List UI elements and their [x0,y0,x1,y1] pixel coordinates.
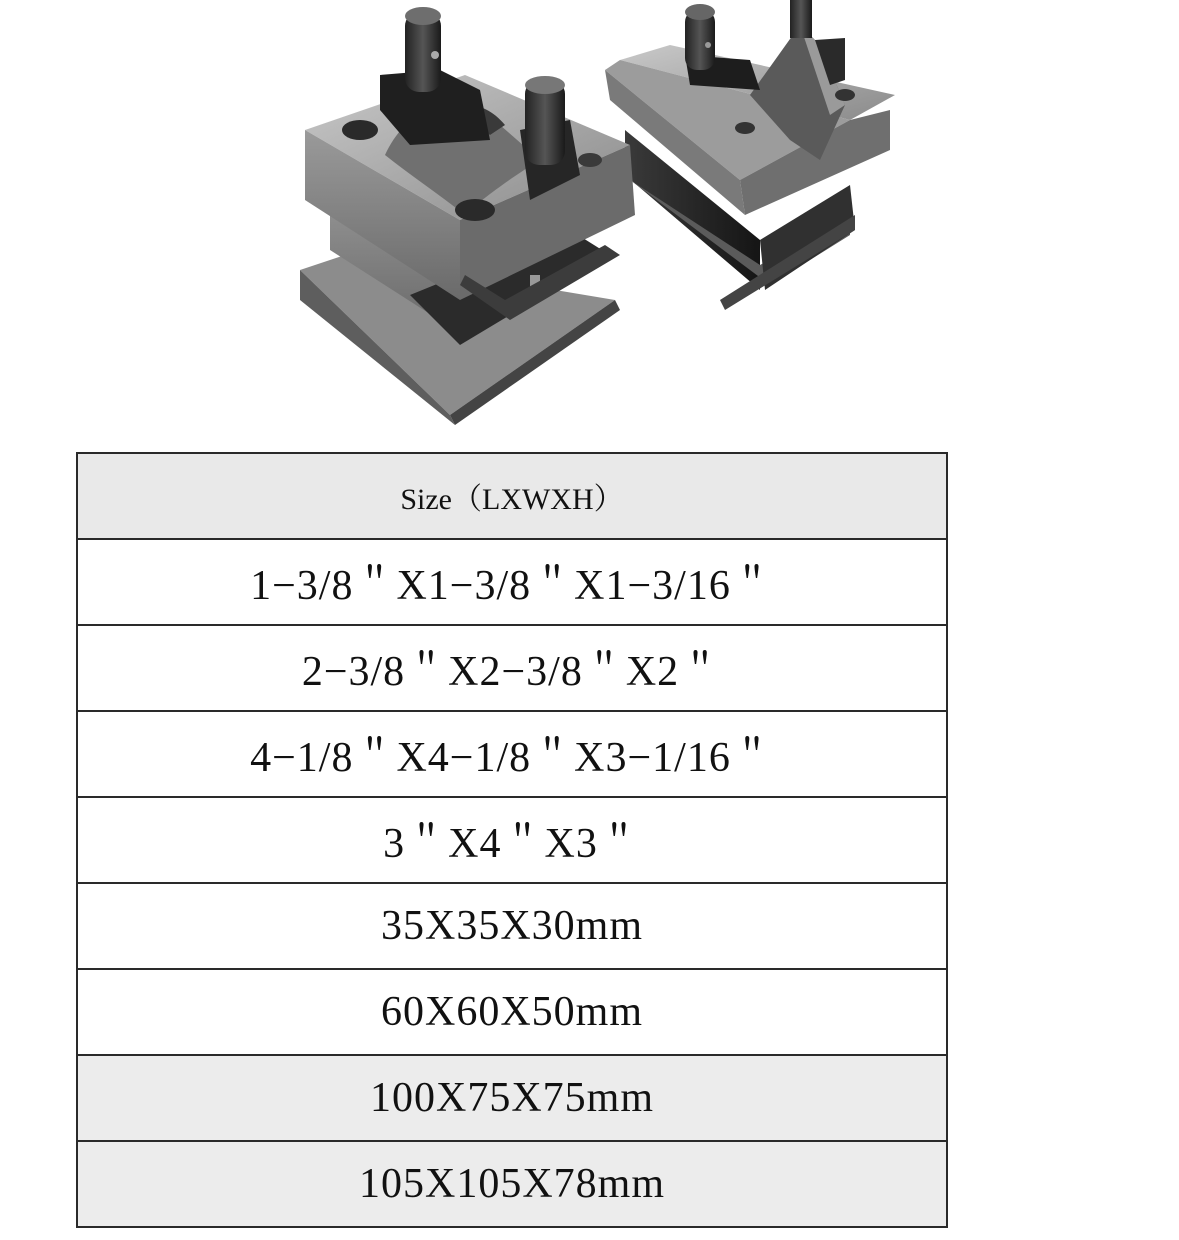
table-row [77,1055,947,1141]
table-row [77,625,947,711]
table-row [77,1141,947,1227]
size-cell: 2−3/8＂X2−3/8＂X2＂ [77,625,947,711]
table-header-row [77,453,947,539]
size-cell: 1−3/8＂X1−3/8＂X1−3/16＂ [77,539,947,625]
table-row [77,883,947,969]
table-row [77,969,947,1055]
size-cell: 3＂X4＂X3＂ [77,797,947,883]
left-v-block [300,7,635,425]
size-cell: 35X35X30mm [77,883,947,969]
size-cell: 100X75X75mm [77,1055,947,1141]
size-cell: 4−1/8＂X4−1/8＂X3−1/16＂ [77,711,947,797]
size-cell: 60X60X50mm [77,969,947,1055]
size-header: Size（LXWXH） [77,453,947,539]
v-block-clamps-photo [290,0,910,425]
table-row [77,539,947,625]
table-row [77,711,947,797]
size-cell: 105X105X78mm [77,1141,947,1227]
table-row [77,797,947,883]
right-v-block [605,0,895,310]
size-table [76,452,948,1228]
